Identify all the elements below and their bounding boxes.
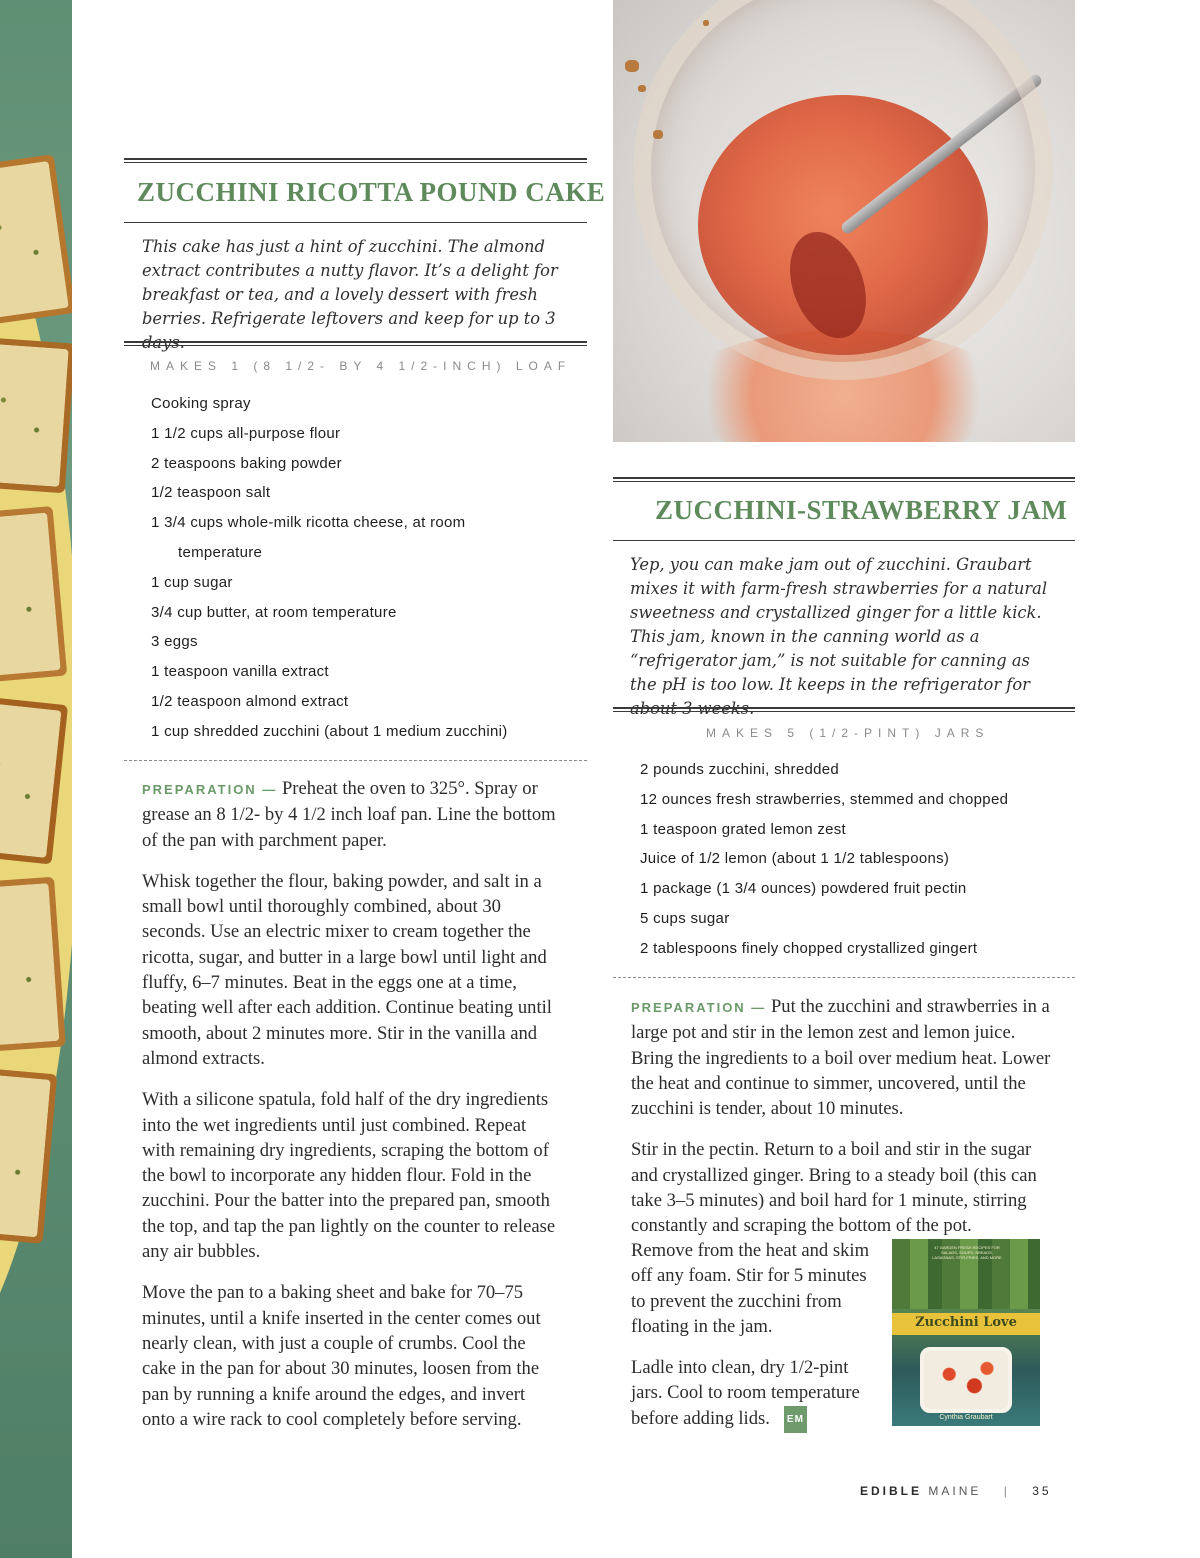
preparation-continued xyxy=(631,1238,881,1449)
preparation xyxy=(142,776,562,1448)
ingredient: 1 1/2 cups all-purpose flour xyxy=(151,424,341,442)
page-footer xyxy=(860,1484,1052,1498)
crumb xyxy=(703,20,709,26)
preparation-step: Whisk together the flour, baking powder, and salt in a small bowl until thoroughly combined, about 30 seconds. Use an electric mixer to cream together the ricotta, sugar, and butter in a large bowl until light and fluffy, 6–7 minutes. Beat in the eggs one at a time, beating well after each addition. Continue beating until smooth, about 2 minutes more. Stir in the vanilla and almond extracts. xyxy=(142,870,552,1069)
footer-brand-light: MAINE xyxy=(928,1484,982,1498)
end-mark-icon: EM xyxy=(784,1406,807,1433)
crumb xyxy=(625,60,639,72)
preparation-step: With a silicone spatula, fold half of the dry ingredients into the wet ingredients until just combined. Repeat with remaining dry ingredients, scraping the bottom of the bowl to incorporate any hidden flour. Fold in the zucchini. Pour the batter into the prepared pan, smooth the top, and tap the pan lightly on the counter to release any air bubbles. xyxy=(142,1089,556,1263)
cake-slice xyxy=(0,1066,57,1244)
preparation-step: Remove from the heat and skim off any foam. Stir for 5 minutes to prevent the zucchini from floating in the jam. xyxy=(631,1240,870,1337)
jam-jar-photo xyxy=(613,0,1075,442)
recipe-intro: This cake has just a hint of zucchini. The almond extract contributes a nutty flavor. It’s a delight for breakfast or tea, and a lovely dessert with fresh berries. Refrigerate leftovers and keep for up to 3 days. xyxy=(142,237,558,352)
ingredient: 2 tablespoons finely chopped crystallized gingert xyxy=(640,939,978,957)
ingredient: 1 package (1 3/4 ounces) powdered fruit pectin xyxy=(640,880,967,898)
recipe-intro: Yep, you can make jam out of zucchini. Graubart mixes it with farm-fresh strawberries for a natural sweetness and crystallized ginger for a little kick. This jam, known in the canning world as a “refrigerator jam,” is not suitable for canning as the pH is too low. It keeps in the refrigerator for about 3 weeks. xyxy=(630,555,1048,718)
ingredients-divider xyxy=(613,977,1075,978)
cake-slice xyxy=(0,337,72,494)
ingredient: 1/2 teaspoon almond extract xyxy=(151,692,349,710)
ingredient: 1/2 teaspoon salt xyxy=(151,484,271,502)
preparation xyxy=(631,994,1061,1239)
preparation-step: Stir in the pectin. Return to a boil and stir in the sugar and crystallized ginger. Bring to a steady boil (this can take 3–5 minutes) and boil hard for 1 minute, stirring constantly and scraping the bottom of the pot. xyxy=(631,1139,1037,1237)
recipe-yield: MAKES 1 (8 1/2- BY 4 1/2-INCH) LOAF xyxy=(150,359,572,373)
crumb xyxy=(638,85,646,92)
preparation-label: PREPARATION — xyxy=(631,1000,767,1015)
ingredient-list xyxy=(151,389,508,747)
ingredient-list xyxy=(640,755,1008,964)
intro-rule xyxy=(124,341,587,346)
book-author: Cynthia Graubart xyxy=(939,1414,993,1421)
crumb xyxy=(653,130,663,139)
ingredient: 1 cup shredded zucchini (about 1 medium zucchini) xyxy=(151,722,508,740)
ingredient: Juice of 1/2 lemon (about 1 1/2 tablespoons) xyxy=(640,850,950,868)
ingredient: Cooking spray xyxy=(151,395,251,412)
preparation-step xyxy=(142,776,562,853)
ingredient: 3/4 cup butter, at room temperature xyxy=(151,603,397,621)
ingredient: 2 teaspoons baking powder xyxy=(151,454,342,472)
footer-brand-bold: EDIBLE xyxy=(860,1484,923,1498)
page-number: 35 xyxy=(1032,1484,1052,1498)
title-rule-top xyxy=(613,477,1075,482)
preparation-step xyxy=(631,994,1061,1121)
title-rule-bottom xyxy=(613,540,1075,541)
cake-slice xyxy=(0,154,72,326)
preparation-step: Move the pan to a baking sheet and bake for 70–75 minutes, until a knife inserted in the center comes out nearly clean, with just a couple of crumbs. Cool the cake in the pan for about 30 minutes, loosen from the pan by running a knife around the edges, and invert onto a wire rack to cool completely before serving. xyxy=(142,1282,541,1430)
intro-rule xyxy=(613,707,1075,712)
ingredient: 2 pounds zucchini, shredded xyxy=(640,761,840,778)
title-rule-top xyxy=(124,158,587,163)
ingredient: temperature xyxy=(178,543,263,561)
ingredient: 1 cup sugar xyxy=(151,573,233,591)
book-cover-dish xyxy=(920,1347,1012,1413)
ingredient: 12 ounces fresh strawberries, stemmed and chopped xyxy=(640,790,1009,808)
cake-photo xyxy=(0,0,72,1558)
title-rule-bottom xyxy=(124,222,587,223)
ingredients-divider xyxy=(124,760,587,761)
ingredient: 5 cups sugar xyxy=(640,909,730,927)
ingredient: 1 3/4 cups whole-milk ricotta cheese, at room xyxy=(151,514,466,532)
ingredient: 1 teaspoon grated lemon zest xyxy=(640,820,847,838)
recipe-title: ZUCCHINI RICOTTA POUND CAKE xyxy=(137,177,606,207)
ingredient: 3 eggs xyxy=(151,633,198,651)
book-title: Zucchini Love xyxy=(915,1315,1017,1330)
book-cover xyxy=(892,1239,1040,1426)
jar-rim xyxy=(633,0,1053,380)
ingredient: 1 teaspoon vanilla extract xyxy=(151,663,329,681)
preparation-label: PREPARATION — xyxy=(142,782,278,797)
recipe-yield: MAKES 5 (1/2-PINT) JARS xyxy=(706,726,990,740)
book-subtitle: 47 GARDEN FRESH RECIPES FOR SALADS, SOUPS, BREADS, LASAGNAS, STIR-FRIES, AND MORE xyxy=(932,1245,1002,1260)
step-text: Ladle into clean, dry 1/2-pint jars. Cool to room temperature before adding lids. xyxy=(631,1357,860,1429)
step-text: Preheat the oven to 325°. Spray or grease an 8 1/2- by 4 1/2 inch loaf pan. Line the bottom of the pan with parchment paper. xyxy=(142,778,556,851)
step-text: Put the zucchini and strawberries in a large pot and stir in the lemon zest and lemon juice. Bring the ingredients to a boil over medium heat. Lower the heat and continue to simmer, uncovered, until the zucchini is tender, about 10 minutes. xyxy=(631,996,1051,1120)
recipe-title: ZUCCHINI-STRAWBERRY JAM xyxy=(655,495,1068,525)
preparation-step xyxy=(631,1355,881,1433)
footer-separator: | xyxy=(1003,1484,1010,1498)
